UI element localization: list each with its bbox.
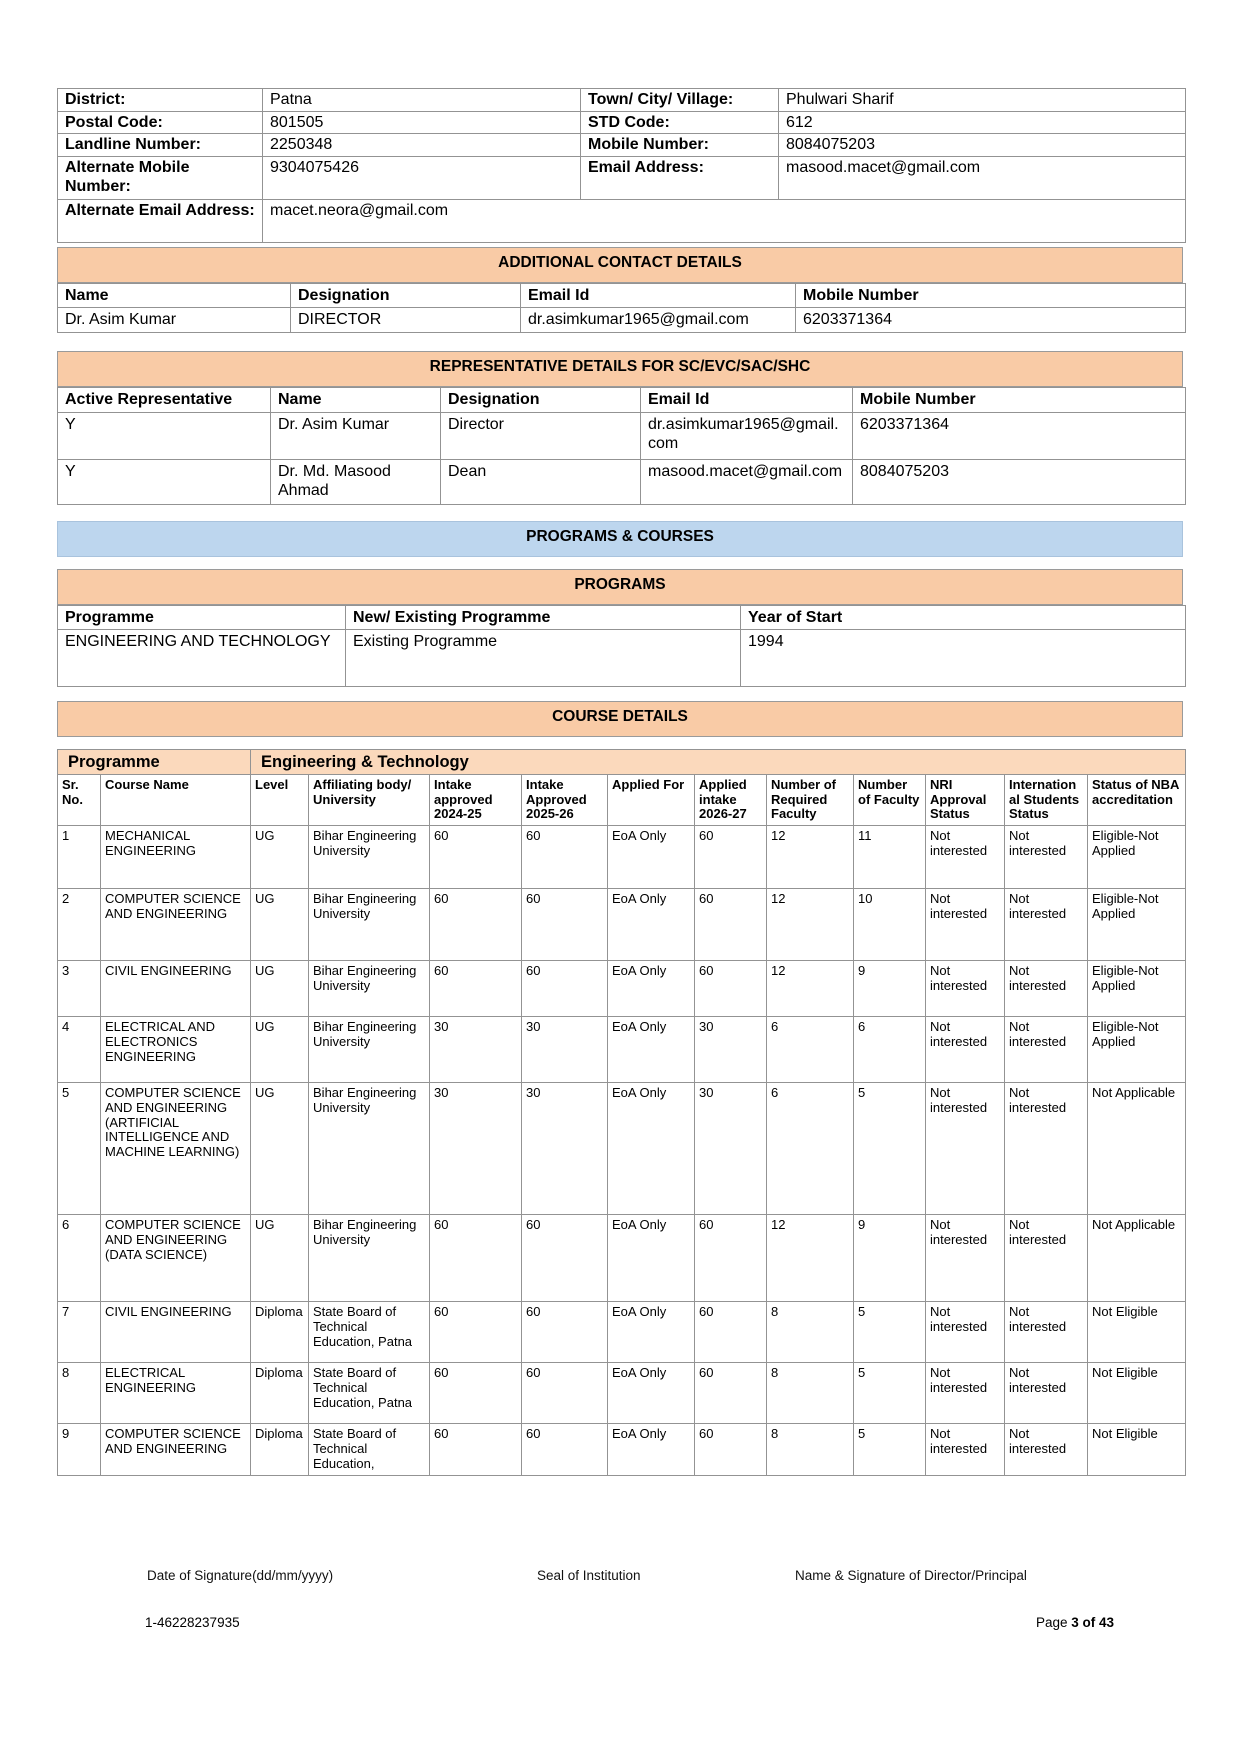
cell-intake-2025-26: 60 [522,961,608,1017]
course-row [58,1083,1186,1215]
column-header: Affiliating body/ University [309,775,430,826]
cell-required-faculty: 8 [767,1424,854,1476]
cell-intake-2025-26: 60 [522,889,608,961]
cell-intake-2024-25: 60 [430,1215,522,1302]
course-row [58,1215,1186,1302]
column-header: Status of NBA accreditation [1088,775,1186,826]
cell-applied-intake-2026-27: 60 [695,1363,767,1424]
cell-nba-status: Not Applicable [1088,1215,1186,1302]
course-row [58,1017,1186,1083]
cell-required-faculty: 8 [767,1363,854,1424]
cell: 1994 [741,630,1186,687]
cell-nba-status: Eligible-Not Applied [1088,889,1186,961]
cell-affiliating-body: Bihar Engineering University [309,1017,430,1083]
field-value: 2250348 [263,134,581,157]
table-row [58,134,1186,157]
cell: 6203371364 [853,412,1186,459]
cell-affiliating-body: Bihar Engineering University [309,1083,430,1215]
table-row [58,308,1186,333]
cell-intake-2024-25: 60 [430,1363,522,1424]
column-header: Number of Faculty [854,775,926,826]
cell-number-of-faculty: 9 [854,961,926,1017]
cell-sr-no: 9 [58,1424,101,1476]
column-header: Mobile Number [796,283,1186,308]
cell: Director [441,412,641,459]
table-row [58,156,1186,199]
page-number [1036,1615,1114,1630]
cell-affiliating-body: Bihar Engineering University [309,889,430,961]
cell-nri-approval-status: Not interested [926,1083,1005,1215]
cell-number-of-faculty: 5 [854,1424,926,1476]
course-row [58,961,1186,1017]
cell-number-of-faculty: 10 [854,889,926,961]
table-row [58,89,1186,112]
column-header: Year of Start [741,605,1186,630]
cell-level: UG [251,961,309,1017]
cell-applied-for: EoA Only [608,1363,695,1424]
column-header: Sr. No. [58,775,101,826]
table-header-row [58,283,1186,308]
cell-nba-status: Not Applicable [1088,1083,1186,1215]
cell-course-name: CIVIL ENGINEERING [101,961,251,1017]
field-value: macet.neora@gmail.com [263,199,1186,242]
reference-id: 1-46228237935 [145,1615,240,1630]
cell-intake-2025-26: 60 [522,1424,608,1476]
cell-course-name: CIVIL ENGINEERING [101,1302,251,1363]
cell: Dr. Asim Kumar [58,308,291,333]
cell-required-faculty: 12 [767,826,854,889]
cell-course-name: ELECTRICAL AND ELECTRONICS ENGINEERING [101,1017,251,1083]
column-header: Programme [58,605,346,630]
cell-nri-approval-status: Not interested [926,1424,1005,1476]
column-header: Email Id [641,388,853,413]
field-label: Mobile Number: [581,134,779,157]
cell-sr-no: 1 [58,826,101,889]
cell-affiliating-body: Bihar Engineering University [309,961,430,1017]
cell-sr-no: 8 [58,1363,101,1424]
cell: Dean [441,459,641,504]
cell-course-name: ELECTRICAL ENGINEERING [101,1363,251,1424]
page-number-value: 3 of 43 [1071,1615,1115,1630]
field-label: Postal Code: [58,111,263,134]
cell-intake-2024-25: 60 [430,961,522,1017]
cell-applied-intake-2026-27: 30 [695,1083,767,1215]
cell: dr.asimkumar1965@gmail.com [641,412,853,459]
cell-intake-2025-26: 60 [522,1363,608,1424]
field-value: Patna [263,89,581,112]
table-header-row [58,775,1186,826]
course-row [58,1302,1186,1363]
table-header-row [58,605,1186,630]
cell-applied-intake-2026-27: 60 [695,1215,767,1302]
cell-applied-for: EoA Only [608,889,695,961]
cell-required-faculty: 6 [767,1083,854,1215]
column-header: International Students Status [1005,775,1088,826]
column-header: Applied For [608,775,695,826]
cell-intake-2025-26: 60 [522,826,608,889]
field-value: 9304075426 [263,156,581,199]
cell-intake-2025-26: 30 [522,1083,608,1215]
section-banner-additional-contact: ADDITIONAL CONTACT DETAILS [57,247,1183,283]
cell-intake-2024-25: 60 [430,1424,522,1476]
cell-applied-for: EoA Only [608,1424,695,1476]
table-row [58,111,1186,134]
column-header: Course Name [101,775,251,826]
cell-applied-for: EoA Only [608,1215,695,1302]
cell: ENGINEERING AND TECHNOLOGY [58,630,346,687]
cell-number-of-faculty: 5 [854,1363,926,1424]
cell-nba-status: Eligible-Not Applied [1088,826,1186,889]
cell-nri-approval-status: Not interested [926,1302,1005,1363]
cell-required-faculty: 12 [767,889,854,961]
cell: Dr. Md. Masood Ahmad [271,459,441,504]
cell-intake-2024-25: 30 [430,1083,522,1215]
cell-level: UG [251,826,309,889]
course-row [58,1363,1186,1424]
cell-nba-status: Eligible-Not Applied [1088,961,1186,1017]
cell-level: UG [251,889,309,961]
column-header: Mobile Number [853,388,1186,413]
field-value: 612 [779,111,1186,134]
field-value: masood.macet@gmail.com [779,156,1186,199]
cell-nri-approval-status: Not interested [926,1215,1005,1302]
section-banner-programs-courses: PROGRAMS & COURSES [57,521,1183,557]
section-banner-course-details: COURSE DETAILS [57,701,1183,737]
cell-applied-intake-2026-27: 60 [695,1424,767,1476]
cell-nri-approval-status: Not interested [926,889,1005,961]
cell-level: UG [251,1017,309,1083]
cell-applied-intake-2026-27: 30 [695,1017,767,1083]
cell-international-students-status: Not interested [1005,961,1088,1017]
representative-table [57,387,1186,505]
column-header: Intake approved 2024-25 [430,775,522,826]
programs-table [57,605,1186,688]
column-header: Designation [291,283,521,308]
cell-international-students-status: Not interested [1005,1215,1088,1302]
cell-international-students-status: Not interested [1005,1083,1088,1215]
cell: Y [58,459,271,504]
cell-required-faculty: 8 [767,1302,854,1363]
field-label: Landline Number: [58,134,263,157]
cell-applied-intake-2026-27: 60 [695,826,767,889]
cell-sr-no: 6 [58,1215,101,1302]
field-label: Alternate Mobile Number: [58,156,263,199]
cell-number-of-faculty: 5 [854,1083,926,1215]
field-label: Email Address: [581,156,779,199]
cell-international-students-status: Not interested [1005,826,1088,889]
cell: DIRECTOR [291,308,521,333]
cell: Y [58,412,271,459]
cell: 8084075203 [853,459,1186,504]
column-header: NRI Approval Status [926,775,1005,826]
cell-affiliating-body: State Board of Technical Education, [309,1424,430,1476]
additional-contact-table [57,283,1186,334]
cell-number-of-faculty: 9 [854,1215,926,1302]
cell-affiliating-body: State Board of Technical Education, Patna [309,1363,430,1424]
cell-nri-approval-status: Not interested [926,826,1005,889]
director-signature-label: Name & Signature of Director/Principal [795,1568,1027,1583]
cell-applied-for: EoA Only [608,1017,695,1083]
field-label: STD Code: [581,111,779,134]
cell-sr-no: 2 [58,889,101,961]
cell-applied-intake-2026-27: 60 [695,889,767,961]
column-header: Designation [441,388,641,413]
cell-nba-status: Not Eligible [1088,1363,1186,1424]
date-of-signature-label: Date of Signature(dd/mm/yyyy) [147,1568,334,1583]
cell-level: UG [251,1083,309,1215]
cell-required-faculty: 6 [767,1017,854,1083]
document-content [57,88,1185,1476]
cell-applied-for: EoA Only [608,1302,695,1363]
cell-international-students-status: Not interested [1005,1363,1088,1424]
programme-label: Programme [58,750,251,775]
cell-international-students-status: Not interested [1005,1017,1088,1083]
cell-nri-approval-status: Not interested [926,961,1005,1017]
cell-intake-2024-25: 60 [430,826,522,889]
cell-international-students-status: Not interested [1005,1302,1088,1363]
cell-level: Diploma [251,1424,309,1476]
cell-sr-no: 3 [58,961,101,1017]
cell-international-students-status: Not interested [1005,1424,1088,1476]
cell-sr-no: 5 [58,1083,101,1215]
cell-intake-2025-26: 60 [522,1215,608,1302]
cell-level: Diploma [251,1363,309,1424]
column-header: New/ Existing Programme [346,605,741,630]
contact-info-table [57,88,1186,243]
cell-nri-approval-status: Not interested [926,1363,1005,1424]
column-header: Name [58,283,291,308]
cell-intake-2024-25: 30 [430,1017,522,1083]
cell-course-name: COMPUTER SCIENCE AND ENGINEERING [101,1424,251,1476]
cell-course-name: COMPUTER SCIENCE AND ENGINEERING [101,889,251,961]
cell-international-students-status: Not interested [1005,889,1088,961]
cell-intake-2024-25: 60 [430,1302,522,1363]
field-value: 8084075203 [779,134,1186,157]
field-value: Phulwari Sharif [779,89,1186,112]
cell-affiliating-body: Bihar Engineering University [309,826,430,889]
cell-number-of-faculty: 6 [854,1017,926,1083]
cell-required-faculty: 12 [767,961,854,1017]
cell-applied-for: EoA Only [608,1083,695,1215]
seal-of-institution-label: Seal of Institution [537,1568,641,1583]
programme-value: Engineering & Technology [251,750,1186,775]
course-details-table [57,749,1186,1476]
cell-required-faculty: 12 [767,1215,854,1302]
column-header: Level [251,775,309,826]
cell-intake-2025-26: 30 [522,1017,608,1083]
page-number-prefix: Page [1036,1615,1068,1630]
course-row [58,889,1186,961]
cell-nba-status: Not Eligible [1088,1302,1186,1363]
table-row [58,412,1186,459]
cell-course-name: COMPUTER SCIENCE AND ENGINEERING (DATA SCIENCE) [101,1215,251,1302]
field-value: 801505 [263,111,581,134]
cell-nba-status: Eligible-Not Applied [1088,1017,1186,1083]
column-header: Active Representative [58,388,271,413]
column-header: Number of Required Faculty [767,775,854,826]
cell-affiliating-body: Bihar Engineering University [309,1215,430,1302]
cell-applied-for: EoA Only [608,826,695,889]
cell-applied-for: EoA Only [608,961,695,1017]
cell-course-name: COMPUTER SCIENCE AND ENGINEERING (ARTIFICIAL INTELLIGENCE AND MACHINE LEARNING) [101,1083,251,1215]
table-row [58,630,1186,687]
cell-intake-2025-26: 60 [522,1302,608,1363]
table-row [58,199,1186,242]
column-header: Applied intake 2026-27 [695,775,767,826]
cell: 6203371364 [796,308,1186,333]
cell-number-of-faculty: 11 [854,826,926,889]
column-header: Name [271,388,441,413]
cell-nri-approval-status: Not interested [926,1017,1005,1083]
column-header: Email Id [521,283,796,308]
cell: Existing Programme [346,630,741,687]
cell: dr.asimkumar1965@gmail.com [521,308,796,333]
section-banner-representative: REPRESENTATIVE DETAILS FOR SC/EVC/SAC/SHC [57,351,1183,387]
cell-nba-status: Not Eligible [1088,1424,1186,1476]
table-row [58,459,1186,504]
table-header-row [58,388,1186,413]
cell-number-of-faculty: 5 [854,1302,926,1363]
cell-intake-2024-25: 60 [430,889,522,961]
cell-level: Diploma [251,1302,309,1363]
course-row [58,1424,1186,1476]
cell-level: UG [251,1215,309,1302]
section-banner-programs: PROGRAMS [57,569,1183,605]
cell-sr-no: 4 [58,1017,101,1083]
column-header: Intake Approved 2025-26 [522,775,608,826]
cell-affiliating-body: State Board of Technical Education, Patna [309,1302,430,1363]
field-label: District: [58,89,263,112]
cell-applied-intake-2026-27: 60 [695,961,767,1017]
programme-row [58,750,1186,775]
field-label: Alternate Email Address: [58,199,263,242]
field-label: Town/ City/ Village: [581,89,779,112]
course-row [58,826,1186,889]
cell-applied-intake-2026-27: 60 [695,1302,767,1363]
cell-sr-no: 7 [58,1302,101,1363]
cell-course-name: MECHANICAL ENGINEERING [101,826,251,889]
cell: Dr. Asim Kumar [271,412,441,459]
cell: masood.macet@gmail.com [641,459,853,504]
